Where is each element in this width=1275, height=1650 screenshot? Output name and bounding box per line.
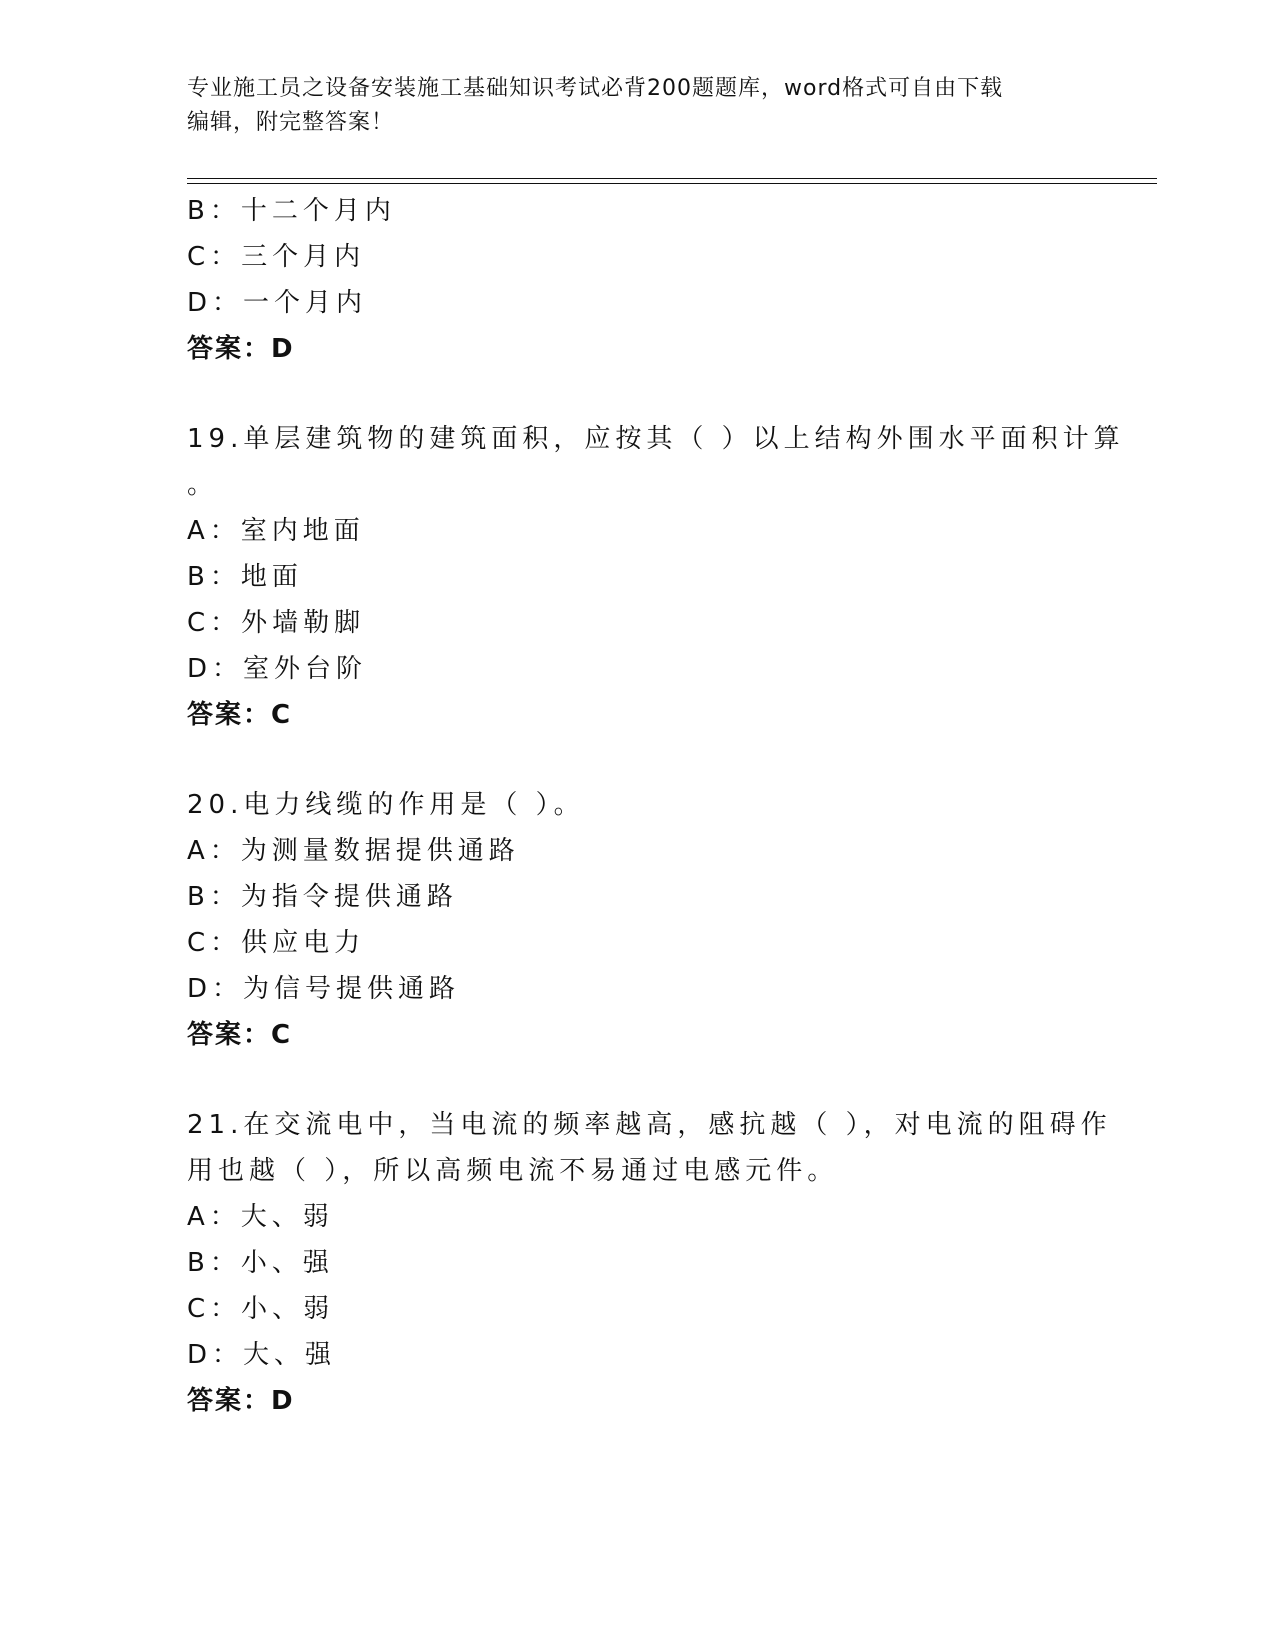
document-header <box>187 72 1087 140</box>
option-b: B：小、强 <box>187 1248 334 1278</box>
option-a: A：室内地面 <box>187 516 365 546</box>
option-a: A：大、弱 <box>187 1202 334 1232</box>
question-stem-continued: 。 <box>187 470 219 500</box>
header-line-1: 专业施工员之设备安装施工基础知识考试必背200题题库，word格式可自由下载 <box>187 76 1004 101</box>
option-c: C：三个月内 <box>187 242 366 272</box>
option-d: D：大、强 <box>187 1340 337 1370</box>
header-divider-second <box>187 183 1157 184</box>
option-b: B：地面 <box>187 562 303 592</box>
question-stem: 20.电力线缆的作用是（ ）。 <box>187 790 585 820</box>
answer: 答案：C <box>187 700 293 730</box>
option-d: D：为信号提供通路 <box>187 974 461 1004</box>
answer: 答案：C <box>187 1020 293 1050</box>
question-18-continued <box>187 188 1087 372</box>
option-c: C：外墙勒脚 <box>187 608 366 638</box>
option-c: C：供应电力 <box>187 928 366 958</box>
header-divider <box>187 178 1157 179</box>
header-line-2: 编辑，附完整答案！ <box>187 110 395 135</box>
question-19 <box>187 416 1125 738</box>
option-d: D：室外台阶 <box>187 654 368 684</box>
document-body <box>187 188 1125 1424</box>
option-d: D：一个月内 <box>187 288 368 318</box>
question-stem: 21.在交流电中，当电流的频率越高，感抗越（ ），对电流的阻碍作 <box>187 1110 1112 1140</box>
option-b: B：十二个月内 <box>187 196 396 226</box>
question-20 <box>187 782 1087 1058</box>
option-c: C：小、弱 <box>187 1294 335 1324</box>
question-21 <box>187 1102 1112 1424</box>
option-b: B：为指令提供通路 <box>187 882 458 912</box>
question-stem: 19.单层建筑物的建筑面积，应按其（ ）以上结构外围水平面积计算 <box>187 424 1125 454</box>
answer: 答案：D <box>187 1386 295 1416</box>
question-stem-continued: 用也越（ ），所以高频电流不易通过电感元件。 <box>187 1156 839 1186</box>
option-a: A：为测量数据提供通路 <box>187 836 520 866</box>
answer: 答案：D <box>187 334 295 364</box>
